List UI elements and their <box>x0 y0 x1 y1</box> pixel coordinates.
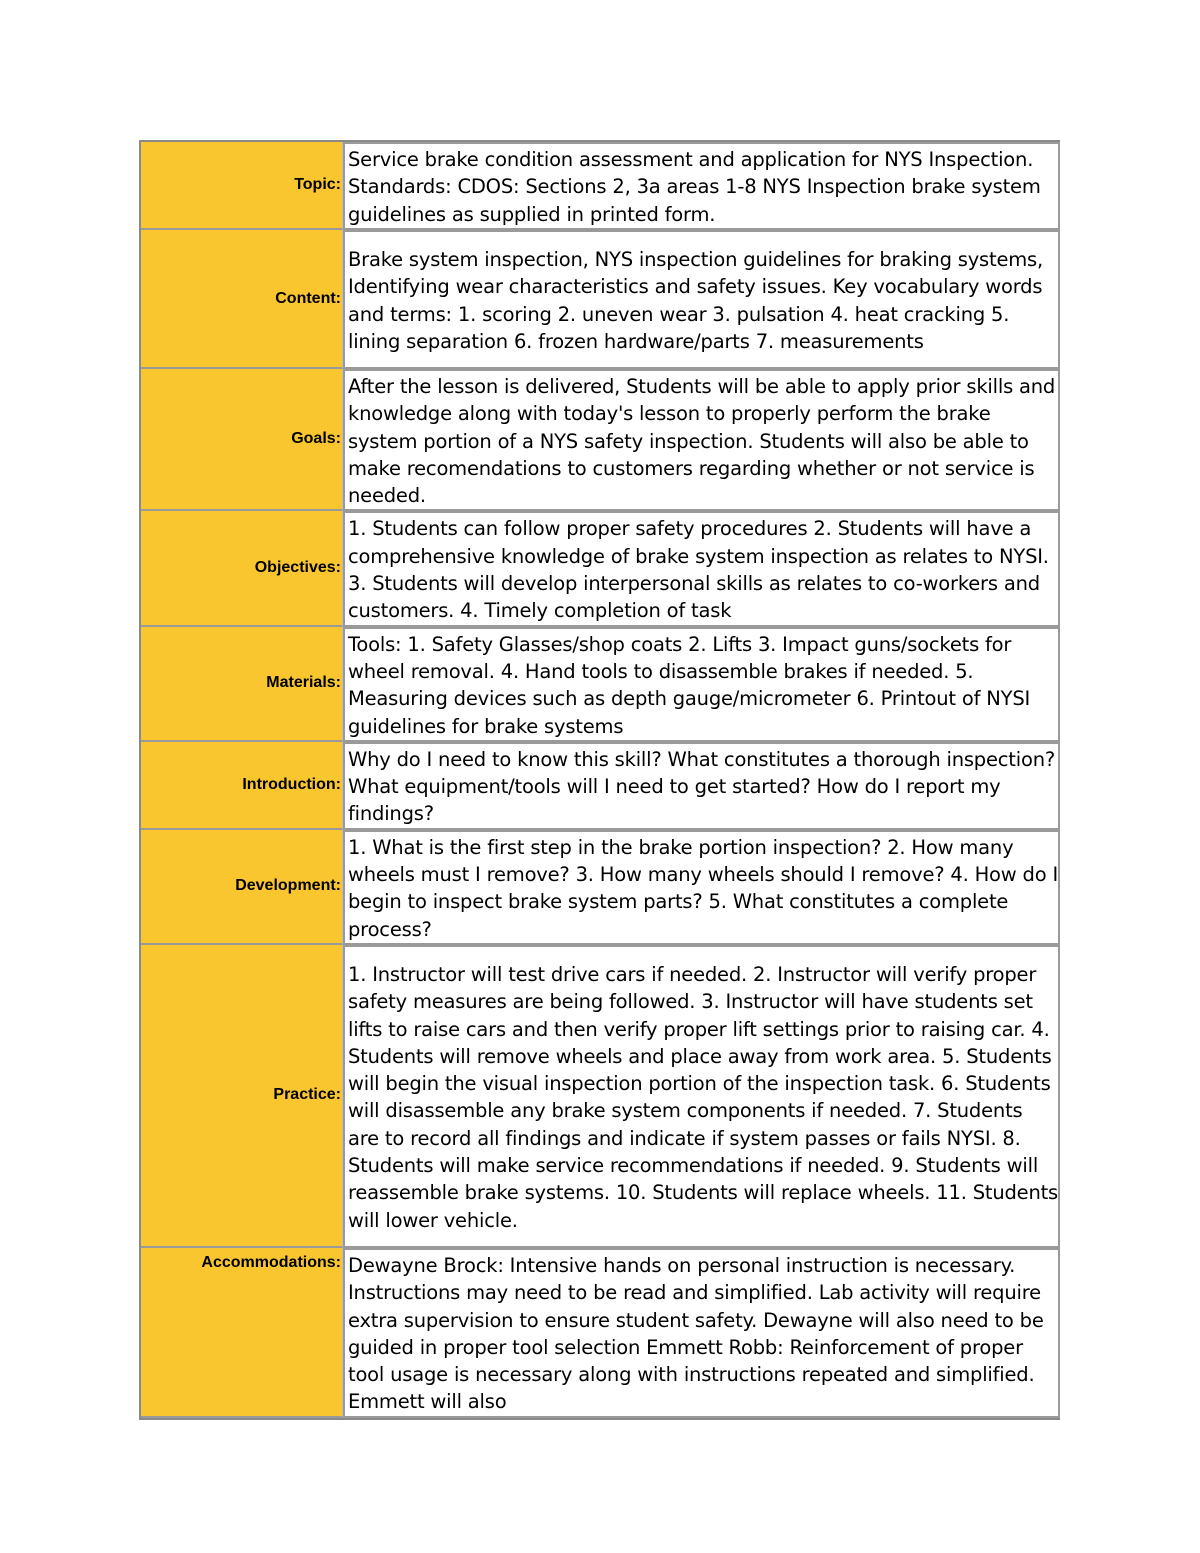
label-materials: Materials: <box>141 627 343 742</box>
row-topic <box>141 142 1060 230</box>
content-goals: After the lesson is delivered, Students will be able to apply prior skills and knowledge along with today's lesson to properly perform the brake system portion of a NYS safety inspection. Students will also be able to make recomendations to customers regarding whether or not service is needed. <box>343 369 1060 511</box>
label-practice: Practice: <box>141 945 343 1248</box>
content-objectives: 1. Students can follow proper safety procedures 2. Students will have a comprehensive knowledge of brake system inspection as relates to NYSI. 3. Students will develop interpersonal skills as relates to co-workers and customers. 4. Timely completion of task <box>343 511 1060 626</box>
content-materials: Tools: 1. Safety Glasses/shop coats 2. Lifts 3. Impact guns/sockets for wheel removal. 4. Hand tools to disassemble brakes if needed. 5. Measuring devices such as depth gauge/micrometer 6. Printout of NYSI guidelines for brake systems <box>343 627 1060 742</box>
label-goals: Goals: <box>141 369 343 511</box>
row-accommodations <box>141 1248 1060 1418</box>
label-objectives: Objectives: <box>141 511 343 626</box>
row-introduction <box>141 742 1060 830</box>
content-accommodations: Dewayne Brock: Intensive hands on personal instruction is necessary. Instructions may need to be read and simplified. Lab activity will require extra supervision to ensure student safety. Dewayne will also need to be guided in proper tool selection Emmett Robb: Reinforcement of proper tool usage is necessary along with instructions repeated and simplified. Emmett will also <box>343 1248 1060 1418</box>
label-topic: Topic: <box>141 142 343 230</box>
content-topic: Service brake condition assessment and application for NYS Inspection. Standards: CDOS: Sections 2, 3a areas 1-8 NYS Inspection brake system guidelines as supplied in printed form. <box>343 142 1060 230</box>
row-goals <box>141 369 1060 511</box>
content-practice: 1. Instructor will test drive cars if needed. 2. Instructor will verify proper safety measures are being followed. 3. Instructor will have students set lifts to raise cars and then verify proper lift settings prior to raising car. 4. Students will remove wheels and place away from work area. 5. Students will begin the visual inspection portion of the inspection task. 6. Students will disassemble any brake system components if needed. 7. Students are to record all findings and indicate if system passes or fails NYSI. 8. Students will make service recommendations if needed. 9. Students will reassemble brake systems. 10. Students will replace wheels. 11. Students will lower vehicle. <box>343 945 1060 1248</box>
row-content <box>141 230 1060 369</box>
lesson-plan-table <box>139 140 1060 1420</box>
row-practice <box>141 945 1060 1248</box>
content-content: Brake system inspection, NYS inspection guidelines for braking systems, Identifying wear characteristics and safety issues. Key vocabulary words and terms: 1. scoring 2. uneven wear 3. pulsation 4. heat cracking 5. lining separation 6. frozen hardware/parts 7. measurements <box>343 230 1060 369</box>
label-development: Development: <box>141 830 343 945</box>
label-accommodations: Accommodations: <box>141 1248 343 1418</box>
row-objectives <box>141 511 1060 626</box>
content-introduction: Why do I need to know this skill? What constitutes a thorough inspection? What equipment/tools will I need to get started? How do I report my findings? <box>343 742 1060 830</box>
row-development <box>141 830 1060 945</box>
row-materials <box>141 627 1060 742</box>
content-development: 1. What is the first step in the brake portion inspection? 2. How many wheels must I remove? 3. How many wheels should I remove? 4. How do I begin to inspect brake system parts? 5. What constitutes a complete process? <box>343 830 1060 945</box>
label-introduction: Introduction: <box>141 742 343 830</box>
label-content: Content: <box>141 230 343 369</box>
